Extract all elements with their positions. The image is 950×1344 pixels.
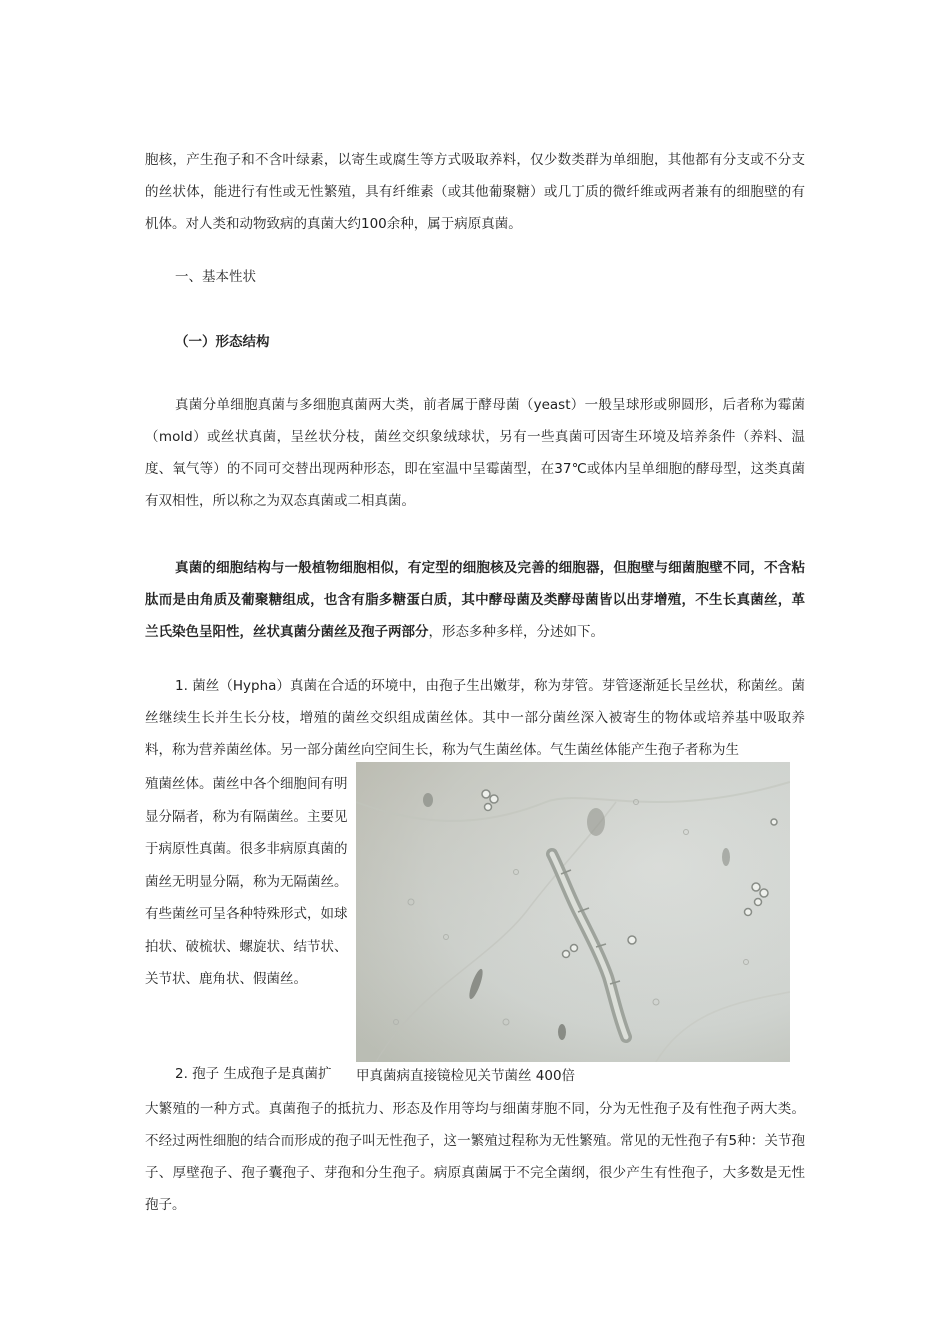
- spore-heading: 2. 孢子 生成孢子是真菌扩: [175, 1066, 332, 1082]
- spore-paragraph: 大繁殖的一种方式。真菌孢子的抵抗力、形态及作用等均与细菌芽胞不同，分为无性孢子及有性孢子两大类。不经过两性细胞的结合而形成的孢子叫无性孢子，这一繁殖过程称为无性繁殖。常见的无性孢子有5种：关节孢子、厚壁孢子、孢子囊孢子、芽孢和分生孢子。病原真菌属于不完全菌纲，很少产生有性孢子，大多数是无性孢子。: [145, 1101, 805, 1213]
- cell-structure-paragraph: [145, 552, 805, 648]
- hypha-paragraph: 1. 菌丝（Hypha）真菌在合适的环境中，由孢子生出嫩芽，称为芽管。芽管逐渐延长呈丝状，称菌丝。菌丝继续生长并生长分枝，增殖的菌丝交织组成菌丝体。其中一部分菌丝深入被寄生的物体或培养基中吸取养料，称为营养菌丝体。另一部分菌丝向空间生长，称为气生菌丝体。气生菌丝体能产生孢子者称为生: [145, 678, 805, 758]
- figure-caption: 甲真菌病直接镜检见关节菌丝 400倍: [356, 1068, 576, 1084]
- subsection-heading-morphology: （一）形态结构: [175, 334, 270, 350]
- intro-paragraph: 胞核，产生孢子和不含叶绿素，以寄生或腐生等方式吸取养料，仅少数类群为单细胞，其他都有分支或不分支的丝状体，能进行有性或无性繁殖，具有纤维素（或其他葡聚糖）或几丁质的微纤维或两者兼有的细胞壁的有机体。对人类和动物致病的真菌大约100余种，属于病原真菌。: [145, 152, 805, 232]
- fungi-types-paragraph: 真菌分单细胞真菌与多细胞真菌两大类，前者属于酵母菌（yeast）一般呈球形或卵圆形，后者称为霉菌（mold）或丝状真菌，呈丝状分枝，菌丝交织象绒球状，另有一些真菌可因寄生环境及培养条件（养料、温度、氧气等）的不同可交替出现两种形态，即在室温中呈霉菌型，在37℃或体内呈单细胞的酵母型，这类真菌有双相性，所以称之为双态真菌或二相真菌。: [145, 397, 805, 509]
- cell-structure-bold-text: 真菌的细胞结构与一般植物细胞相似，有定型的细胞核及完善的细胞器，但胞壁与细菌胞壁不同，不含粘肽而是由角质及葡聚糖组成，也含有脂多糖蛋白质，其中酵母菌及类酵母菌皆以出芽增殖，不生长真菌丝，革兰氏染色呈阳性，丝状真菌分菌丝及孢子两部分: [145, 560, 805, 640]
- microscopy-image-graphic: [356, 762, 790, 1062]
- microscopy-image: [356, 762, 790, 1062]
- cell-structure-normal-text: ，形态多种多样，分述如下。: [428, 624, 604, 640]
- section-heading-basic-properties: 一、基本性状: [175, 269, 256, 285]
- hypha-wrapped-text: 殖菌丝体。菌丝中各个细胞间有明显分隔者，称为有隔菌丝。主要见于病原性真菌。很多非病原真菌的菌丝无明显分隔，称为无隔菌丝。有些菌丝可呈各种特殊形式，如球拍状、破梳状、螺旋状、结节状、关节状、鹿角状、假菌丝。: [145, 776, 348, 987]
